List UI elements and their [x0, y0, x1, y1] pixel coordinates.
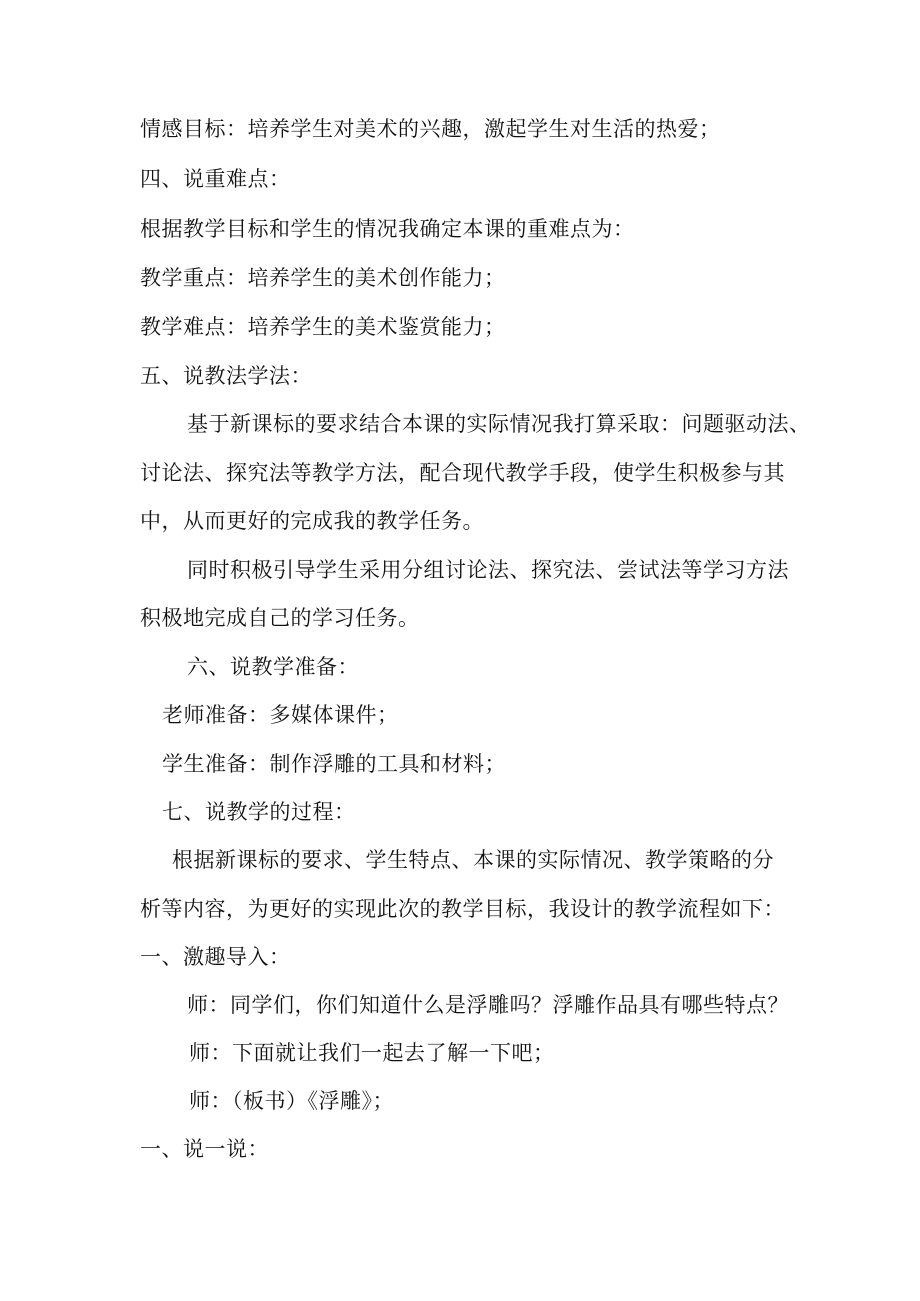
heading-teaching-preparation: 六、说教学准备： [187, 655, 359, 679]
heading-talk-about: 一、说一说： [140, 1137, 269, 1161]
heading-teaching-process: 七、说教学的过程： [162, 800, 356, 824]
paragraph-process-line-2: 析等内容，为更好的实现此次的教学目标，我设计的教学流程如下： [140, 897, 785, 921]
text-line-student-preparation: 学生准备：制作浮雕的工具和材料； [162, 752, 506, 776]
text-line-teaching-focus: 教学重点：培养学生的美术创作能力； [140, 266, 506, 290]
text-line-teacher-board: 师：（板书）《浮雕》； [189, 1089, 394, 1113]
paragraph-learning-line-1: 同时积极引导学生采用分组讨论法、探究法、尝试法等学习方法 [187, 558, 789, 582]
heading-interest-intro: 一、激趣导入： [140, 945, 291, 969]
paragraph-methods-line-1: 基于新课标的要求结合本课的实际情况我打算采取：问题驱动法、 [187, 412, 811, 436]
text-line-teacher-preparation: 老师准备：多媒体课件； [162, 703, 399, 727]
text-line-emotion-goal: 情感目标：培养学生对美术的兴趣，激起学生对生活的热爱； [140, 117, 721, 141]
paragraph-learning-line-2: 积极地完成自己的学习任务。 [140, 606, 420, 630]
heading-teaching-methods: 五、说教法学法： [140, 364, 312, 388]
text-line-teaching-difficulty: 教学难点：培养学生的美术鉴赏能力； [140, 315, 506, 339]
paragraph-process-line-1: 根据新课标的要求、学生特点、本课的实际情况、教学策略的分 [172, 848, 774, 872]
text-line-key-difficulties-intro: 根据教学目标和学生的情况我确定本课的重难点为： [140, 217, 635, 241]
text-line-teacher-question: 师：同学们，你们知道什么是浮雕吗？浮雕作品具有哪些特点？ [187, 993, 789, 1017]
paragraph-methods-line-3: 中，从而更好的完成我的教学任务。 [140, 509, 484, 533]
heading-key-difficulties: 四、说重难点： [140, 167, 291, 191]
text-line-teacher-invite: 师：下面就让我们一起去了解一下吧； [189, 1041, 555, 1065]
paragraph-methods-line-2: 讨论法、探究法等教学方法，配合现代教学手段，使学生积极参与其 [140, 461, 785, 485]
